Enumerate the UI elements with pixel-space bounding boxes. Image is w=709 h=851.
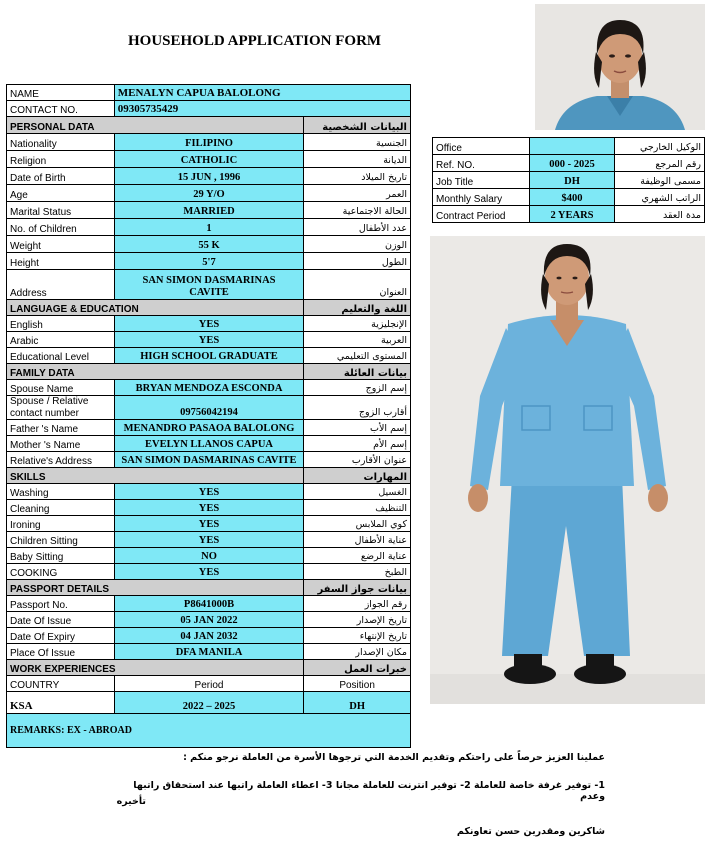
row-label: Date of Birth	[7, 168, 115, 185]
full-body-photo	[430, 236, 705, 704]
row-label: No. of Children	[7, 219, 115, 236]
personal-rows	[7, 134, 411, 270]
row-label-ar: إسم الأب	[304, 420, 411, 436]
row-value: 5'7	[114, 253, 303, 270]
table-row	[7, 236, 411, 253]
section-personal-data-ar: البيانات الشخصية	[304, 117, 411, 134]
row-label: Marital Status	[7, 202, 115, 219]
row-label-ar: مسمى الوظيفة	[615, 172, 705, 189]
row-label-ar: تاريخ الميلاد	[304, 168, 411, 185]
row-value: SAN SIMON DASMARINAS CAVITE	[114, 452, 303, 468]
work-col-period: Period	[114, 676, 303, 692]
family-rows	[7, 380, 411, 468]
recruitment-table	[432, 137, 705, 223]
footer-requests-cont: تأخيره	[116, 796, 146, 807]
work-col-country: COUNTRY	[7, 676, 115, 692]
table-row	[7, 596, 411, 612]
row-label-ar: رقم المرجع	[615, 155, 705, 172]
work-row	[7, 692, 411, 714]
row-value: 2 YEARS	[529, 206, 615, 223]
section-language: LANGUAGE & EDUCATION	[7, 300, 304, 316]
table-row	[7, 436, 411, 452]
work-rows	[7, 692, 411, 714]
address-value: SAN SIMON DASMARINAS CAVITE	[114, 270, 303, 300]
row-value: YES	[114, 516, 303, 532]
section-work: WORK EXPERIENCES	[7, 660, 304, 676]
table-row	[433, 189, 705, 206]
section-personal-data: PERSONAL DATA	[7, 117, 304, 134]
row-label-ar: رقم الجواز	[304, 596, 411, 612]
table-row	[433, 155, 705, 172]
table-row	[7, 548, 411, 564]
row-label: Mother 's Name	[7, 436, 115, 452]
footer-requests: 1- توفير غرفة خاصة للعاملة 2- توفير انترنت للعاملة مجانا 3- اعطاء العاملة راتبها عند استحقاق راتبها وعدم	[133, 780, 605, 802]
row-label: Weight	[7, 236, 115, 253]
table-row	[7, 612, 411, 628]
row-label-ar: الطبخ	[304, 564, 411, 580]
table-row	[7, 151, 411, 168]
row-value: P8641000B	[114, 596, 303, 612]
name-value: MENALYN CAPUA BALOLONG	[114, 85, 410, 101]
remarks: REMARKS: EX - ABROAD	[7, 714, 411, 748]
table-row	[7, 316, 411, 332]
row-value: MARRIED	[114, 202, 303, 219]
row-label-ar: مكان الإصدار	[304, 644, 411, 660]
table-row	[7, 484, 411, 500]
row-value: BRYAN MENDOZA ESCONDA	[114, 380, 303, 396]
row-label: Height	[7, 253, 115, 270]
row-label-ar: الوكيل الخارجي	[615, 138, 705, 155]
row-label: Religion	[7, 151, 115, 168]
row-label: Date Of Issue	[7, 612, 115, 628]
row-value: YES	[114, 500, 303, 516]
section-family: FAMILY DATA	[7, 364, 304, 380]
row-value: 15 JUN , 1996	[114, 168, 303, 185]
row-label-ar: عناية الأطفال	[304, 532, 411, 548]
row-label-ar: عناية الرضع	[304, 548, 411, 564]
row-label-ar: التنظيف	[304, 500, 411, 516]
footer-thanks: شاكرين ومقدرين حسن تعاونكم	[456, 826, 605, 837]
table-row	[7, 134, 411, 151]
table-row	[7, 202, 411, 219]
section-skills-ar: المهارات	[304, 468, 411, 484]
row-label-ar: الطول	[304, 253, 411, 270]
section-skills: SKILLS	[7, 468, 304, 484]
row-label-ar: المستوى التعليمي	[304, 348, 411, 364]
row-value: EVELYN LLANOS CAPUA	[114, 436, 303, 452]
table-row	[7, 185, 411, 202]
name-label: NAME	[7, 85, 115, 101]
row-label-ar: إسم الزوج	[304, 380, 411, 396]
section-passport-ar: بيانات جواز السفر	[304, 580, 411, 596]
row-value: HIGH SCHOOL GRADUATE	[114, 348, 303, 364]
headshot-photo	[535, 4, 705, 130]
table-row	[7, 516, 411, 532]
row-label: Spouse Name	[7, 380, 115, 396]
row-label-ar: كوي الملابس	[304, 516, 411, 532]
row-value: DH	[529, 172, 615, 189]
row-label-ar: أقارب الزوج	[304, 396, 411, 420]
section-family-ar: بيانات العائلة	[304, 364, 411, 380]
row-label: Relative's Address	[7, 452, 115, 468]
row-label: Date Of Expiry	[7, 628, 115, 644]
row-label: Job Title	[433, 172, 530, 189]
row-value: NO	[114, 548, 303, 564]
row-label-ar: الديانة	[304, 151, 411, 168]
row-label: Children Sitting	[7, 532, 115, 548]
row-label: Monthly Salary	[433, 189, 530, 206]
section-work-ar: خبرات العمل	[304, 660, 411, 676]
row-label: Educational Level	[7, 348, 115, 364]
form-title: HOUSEHOLD APPLICATION FORM	[128, 33, 382, 49]
table-row	[7, 380, 411, 396]
row-label: Age	[7, 185, 115, 202]
table-row	[7, 396, 411, 420]
row-label: Spouse / Relative contact number	[7, 396, 115, 420]
table-row	[7, 332, 411, 348]
row-value: YES	[114, 532, 303, 548]
row-label: Arabic	[7, 332, 115, 348]
table-row	[7, 500, 411, 516]
table-row	[7, 253, 411, 270]
table-row	[7, 219, 411, 236]
table-row	[7, 628, 411, 644]
language-rows	[7, 316, 411, 364]
row-label: Baby Sitting	[7, 548, 115, 564]
row-value: YES	[114, 564, 303, 580]
section-language-ar: اللغة والتعليم	[304, 300, 411, 316]
row-label-ar: الإنجليزية	[304, 316, 411, 332]
passport-rows	[7, 596, 411, 660]
row-label-ar: الجنسية	[304, 134, 411, 151]
row-label-ar: تاريخ الإنتهاء	[304, 628, 411, 644]
table-row	[7, 348, 411, 364]
table-row	[433, 172, 705, 189]
work-col-position: Position	[304, 676, 411, 692]
row-value: DFA MANILA	[114, 644, 303, 660]
row-value: 04 JAN 2032	[114, 628, 303, 644]
table-row	[7, 532, 411, 548]
row-label-ar: العربية	[304, 332, 411, 348]
row-value: YES	[114, 332, 303, 348]
row-value: 55 K	[114, 236, 303, 253]
work-period: 2022 – 2025	[114, 692, 303, 714]
row-label-ar: إسم الأم	[304, 436, 411, 452]
row-label: Ref. NO.	[433, 155, 530, 172]
row-value: FILIPINO	[114, 134, 303, 151]
address-label-ar: العنوان	[304, 270, 411, 300]
table-row	[7, 644, 411, 660]
side-rows	[433, 138, 705, 223]
row-value: 1	[114, 219, 303, 236]
row-label-ar: الراتب الشهري	[615, 189, 705, 206]
row-label: English	[7, 316, 115, 332]
row-label: Cleaning	[7, 500, 115, 516]
address-label: Address	[7, 270, 115, 300]
table-row	[7, 168, 411, 185]
contact-value: 09305735429	[114, 101, 410, 117]
table-row	[433, 206, 705, 223]
row-label: Washing	[7, 484, 115, 500]
work-position: DH	[304, 692, 411, 714]
row-label: Father 's Name	[7, 420, 115, 436]
application-table	[6, 84, 411, 748]
table-row	[433, 138, 705, 155]
row-label: Passport No.	[7, 596, 115, 612]
contact-label: CONTACT NO.	[7, 101, 115, 117]
table-row	[7, 564, 411, 580]
row-value: CATHOLIC	[114, 151, 303, 168]
skills-rows	[7, 484, 411, 580]
row-label: Ironing	[7, 516, 115, 532]
row-value: $400	[529, 189, 615, 206]
row-label-ar: الغسيل	[304, 484, 411, 500]
row-value: 05 JAN 2022	[114, 612, 303, 628]
row-value: 09756042194	[114, 396, 303, 420]
row-value	[529, 138, 615, 155]
row-label: Contract Period	[433, 206, 530, 223]
row-value: YES	[114, 316, 303, 332]
row-value: MENANDRO PASAOA BALOLONG	[114, 420, 303, 436]
row-label-ar: الحالة الاجتماعية	[304, 202, 411, 219]
row-label: Nationality	[7, 134, 115, 151]
table-row	[7, 452, 411, 468]
row-label: Office	[433, 138, 530, 155]
row-label-ar: عنوان الأقارب	[304, 452, 411, 468]
row-label-ar: عدد الأطفال	[304, 219, 411, 236]
row-value: 29 Y/O	[114, 185, 303, 202]
table-row	[7, 420, 411, 436]
row-label: Place Of Issue	[7, 644, 115, 660]
row-label-ar: مدة العقد	[615, 206, 705, 223]
footer-intro: عملينا العزيز حرصاً على راحتكم وتقديم الخدمة التي ترجوها الأسرة من العاملة نرجو منكم :	[183, 752, 605, 763]
row-value: 000 - 2025	[529, 155, 615, 172]
row-label: COOKING	[7, 564, 115, 580]
row-value: YES	[114, 484, 303, 500]
section-passport: PASSPORT DETAILS	[7, 580, 304, 596]
row-label-ar: الوزن	[304, 236, 411, 253]
work-country: KSA	[7, 692, 115, 714]
row-label-ar: تاريخ الإصدار	[304, 612, 411, 628]
row-label-ar: العمر	[304, 185, 411, 202]
